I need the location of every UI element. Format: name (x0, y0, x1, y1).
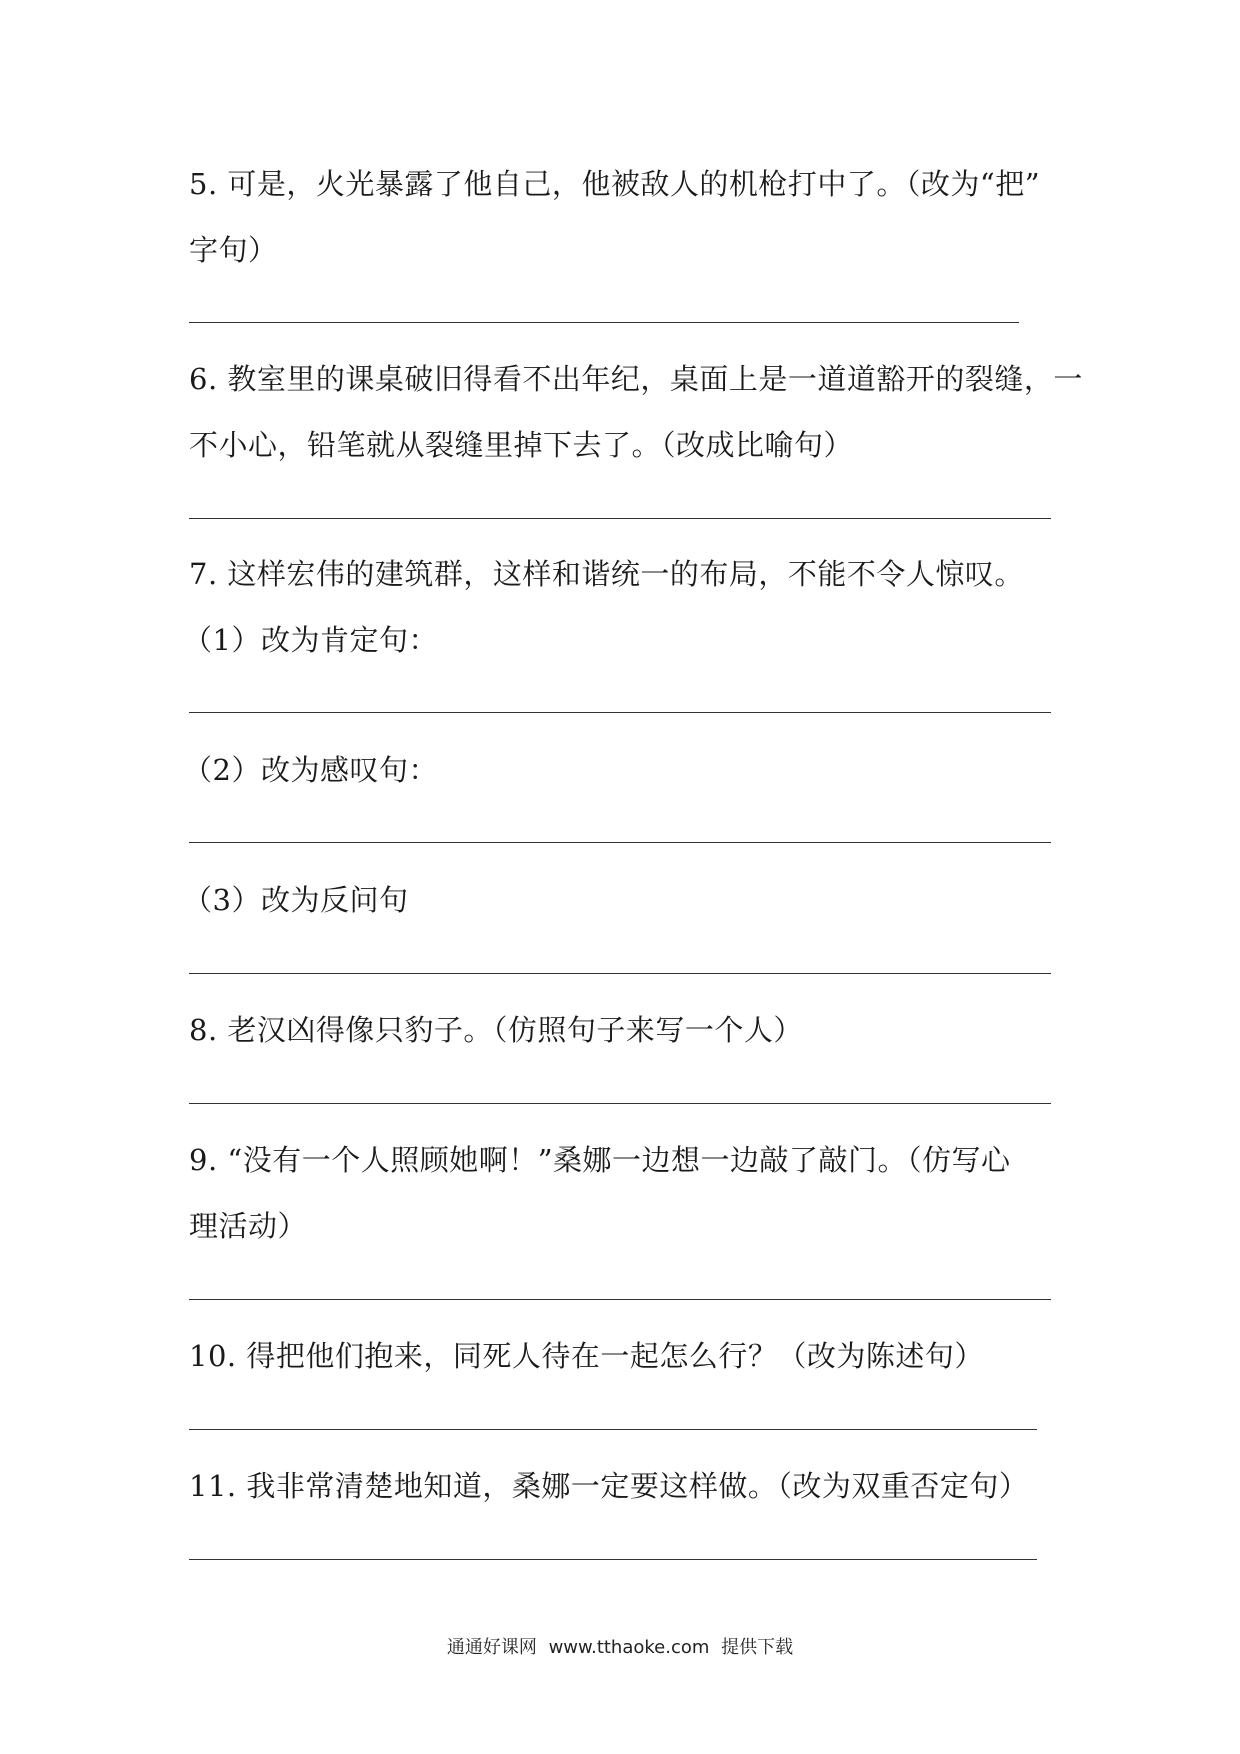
page-footer (0, 1633, 1240, 1659)
answer-line-8[interactable] (189, 1103, 1051, 1104)
answer-line-10[interactable] (189, 1429, 1037, 1430)
question-7-sub-2: （2）改为感叹句： (183, 753, 438, 787)
question-7-stem: 7. 这样宏伟的建筑群，这样和谐统一的布局，不能不令人惊叹。 (189, 557, 1024, 591)
answer-line-7-1[interactable] (189, 712, 1051, 713)
question-7-sub-3: （3）改为反问句 (183, 883, 409, 917)
footer-suffix: 提供下载 (721, 1637, 794, 1658)
answer-line-7-3[interactable] (189, 973, 1051, 974)
question-11-line-1: 11. 我非常清楚地知道，桑娜一定要这样做。（改为双重否定句） (189, 1469, 1029, 1503)
question-6-line-1: 6. 教室里的课桌破旧得看不出年纪，桌面上是一道道豁开的裂缝，一 (189, 362, 1083, 396)
question-5-line-2: 字句） (189, 233, 278, 267)
question-8-line-1: 8. 老汉凶得像只豹子。（仿照句子来写一个人） (189, 1013, 803, 1047)
answer-line-9[interactable] (189, 1299, 1051, 1300)
answer-line-11[interactable] (189, 1559, 1037, 1560)
question-9-line-2: 理活动） (189, 1209, 308, 1243)
answer-line-6[interactable] (189, 518, 1051, 519)
answer-line-7-2[interactable] (189, 842, 1051, 843)
question-6-line-2: 不小心，铅笔就从裂缝里掉下去了。（改成比喻句） (189, 428, 854, 462)
footer-url[interactable]: www.tthaoke.com (548, 1637, 710, 1658)
footer-site-name: 通通好课网 (446, 1637, 537, 1658)
question-5-line-1: 5. 可是，火光暴露了他自己，他被敌人的机枪打中了。（改为“把” (189, 167, 1041, 201)
answer-line-5[interactable] (189, 322, 1019, 323)
question-10-line-1: 10. 得把他们抱来，同死人待在一起怎么行？（改为陈述句） (189, 1339, 984, 1373)
question-9-line-1: 9. “没有一个人照顾她啊！”桑娜一边想一边敲了敲门。（仿写心 (189, 1143, 1011, 1177)
question-7-sub-1: （1）改为肯定句： (183, 623, 438, 657)
